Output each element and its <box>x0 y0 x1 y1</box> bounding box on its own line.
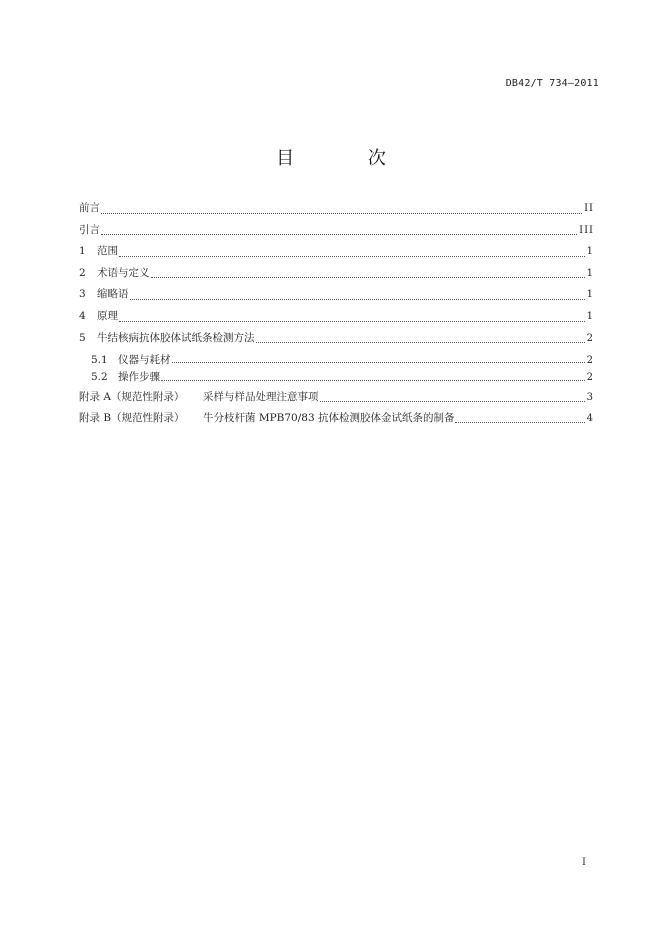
toc-entry-label: 引言 <box>79 223 100 236</box>
toc-entry-number: 附录 A（规范性附录） <box>79 390 185 403</box>
toc-entry-scope[interactable] <box>79 241 594 263</box>
toc-entry-page: III <box>579 224 594 236</box>
dot-leader <box>256 342 585 343</box>
toc-entry-page: 4 <box>586 412 594 424</box>
dot-leader <box>119 256 585 257</box>
toc-entry-label: 原理 <box>97 309 118 322</box>
toc-entry-terms[interactable] <box>79 263 594 285</box>
toc-entry-number: 5.2 <box>91 371 108 384</box>
dot-leader <box>119 321 585 322</box>
toc-entry-number: 4 <box>79 309 86 322</box>
dot-leader <box>455 422 584 423</box>
toc-entry-page: 1 <box>586 267 594 279</box>
toc-entry-page: 1 <box>586 289 594 301</box>
toc-entry-introduction[interactable] <box>79 220 594 242</box>
toc-entry-label: 采样与样品处理注意事项 <box>203 390 319 403</box>
toc-entry-label: 范围 <box>97 245 118 258</box>
standard-number: DB42/T 734—2011 <box>505 78 599 89</box>
toc-entry-instruments[interactable] <box>79 349 594 369</box>
toc-entry-page: 2 <box>586 354 594 366</box>
toc-entry-number: 1 <box>79 245 86 258</box>
toc-entry-label: 仪器与耗材 <box>118 353 171 366</box>
dot-leader <box>320 401 585 402</box>
toc-entry-method[interactable] <box>79 328 594 350</box>
dot-leader <box>151 277 585 278</box>
table-of-contents <box>79 198 594 429</box>
toc-entry-page: 1 <box>586 310 594 322</box>
toc-entry-label: 前言 <box>79 202 100 214</box>
toc-entry-foreword[interactable] <box>79 198 594 220</box>
toc-entry-page: 1 <box>586 246 594 258</box>
page-number: I <box>582 857 586 868</box>
dot-leader <box>130 299 585 300</box>
toc-entry-page: 2 <box>586 332 594 344</box>
toc-entry-number: 5 <box>79 331 86 344</box>
toc-entry-page: II <box>584 203 594 214</box>
toc-entry-label: 牛结核病抗体胶体试纸条检测方法 <box>97 331 255 344</box>
toc-entry-appendix-a[interactable] <box>79 387 594 408</box>
toc-entry-label: 操作步骤 <box>118 371 160 384</box>
toc-entry-page: 3 <box>586 391 594 403</box>
toc-entry-number: 附录 B（规范性附录） <box>79 411 185 424</box>
dot-leader <box>172 362 585 363</box>
toc-entry-number: 5.1 <box>91 353 108 366</box>
toc-entry-number: 3 <box>79 288 86 301</box>
toc-entry-page: 2 <box>586 372 594 384</box>
toc-entry-procedure[interactable] <box>79 369 594 387</box>
toc-entry-label: 缩略语 <box>97 288 129 301</box>
dot-leader <box>101 234 577 235</box>
toc-entry-principle[interactable] <box>79 306 594 328</box>
toc-entry-number: 2 <box>79 266 86 279</box>
toc-entry-appendix-b[interactable] <box>79 408 594 429</box>
page-title: 目 次 <box>276 148 420 169</box>
dot-leader <box>101 213 582 214</box>
toc-entry-label: 术语与定义 <box>97 266 150 279</box>
dot-leader <box>161 380 585 381</box>
toc-entry-abbreviations[interactable] <box>79 284 594 306</box>
toc-entry-label: 牛分枝杆菌 MPB70/83 抗体检测胶体金试纸条的制备 <box>203 411 455 424</box>
